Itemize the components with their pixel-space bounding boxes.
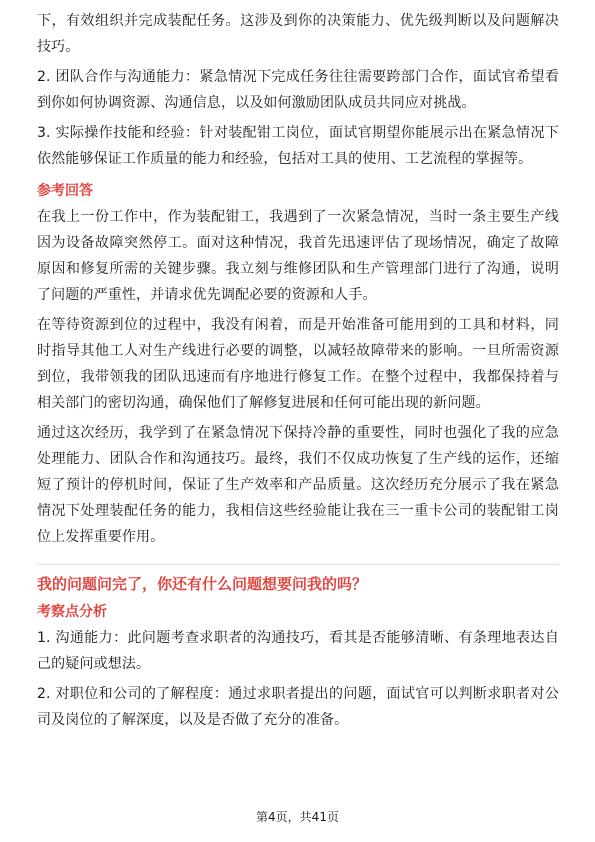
continued-paragraph: 下，有效组织并完成装配任务。这涉及到你的决策能力、优先级判断以及问题解决技巧。 [37, 13, 559, 55]
point-skills: 3. 实际操作技能和经验：针对装配钳工岗位，面试官期望你能展示出在紧急情况下依然能够保证工作质量的能力和经验，包括对工具的使用、工艺流程的掌握等。 [37, 125, 559, 167]
analysis-point-1: 1. 沟通能力：此问题考查求职者的沟通技巧，看其是否能够清晰、有条理地表达自己的疑问或想法。 [37, 630, 559, 672]
page-number: 第4页，共41页 [256, 810, 339, 824]
question-heading: 我的问题问完了，你还有什么问题想要问我的吗？ [37, 575, 368, 593]
reference-answer-heading: 参考回答 [37, 183, 93, 199]
point-teamwork: 2. 团队合作与沟通能力：紧急情况下完成任务往往需要跨部门合作，面试官希望看到你如何协调资源、沟通信息，以及如何激励团队成员共同应对挑战。 [37, 69, 559, 111]
answer-paragraph-1: 在我上一份工作中，作为装配钳工，我遇到了一次紧急情况，当时一条主要生产线因为设备故障突然停工。面对这种情况，我首先迅速评估了现场情况，确定了故障原因和修复所需的关键步骤。我立刻与维修团队和生产管理部门进行了沟通，说明了问题的严重性，并请求优先调配必要的资源和人手。 [37, 209, 559, 303]
document-page [37, 0, 559, 733]
analysis-heading: 考察点分析 [37, 604, 107, 620]
answer-paragraph-3: 通过这次经历，我学到了在紧急情况下保持冷静的重要性，同时也强化了我的应急处理能力、团队合作和沟通技巧。最终，我们不仅成功恢复了生产线的运作，还缩短了预计的停机时间，保证了生产效率和产品质量。这次经历充分展示了我在紧急情况下处理装配任务的能力，我相信这些经验能让我在三一重卡公司的装配钳工岗位上发挥重要作用。 [37, 425, 559, 545]
analysis-point-2: 2. 对职位和公司的了解程度：通过求职者提出的问题，面试官可以判断求职者对公司及岗位的了解深度，以及是否做了充分的准备。 [37, 686, 559, 728]
section-divider [37, 564, 559, 565]
answer-paragraph-2: 在等待资源到位的过程中，我没有闲着，而是开始准备可能用到的工具和材料，同时指导其他工人对生产线进行必要的调整，以减轻故障带来的影响。一旦所需资源到位，我带领我的团队迅速而有序地进行修复工作。在整个过程中，我都保持着与相关部门的密切沟通，确保他们了解修复进展和任何可能出现的新问题。 [37, 317, 559, 411]
